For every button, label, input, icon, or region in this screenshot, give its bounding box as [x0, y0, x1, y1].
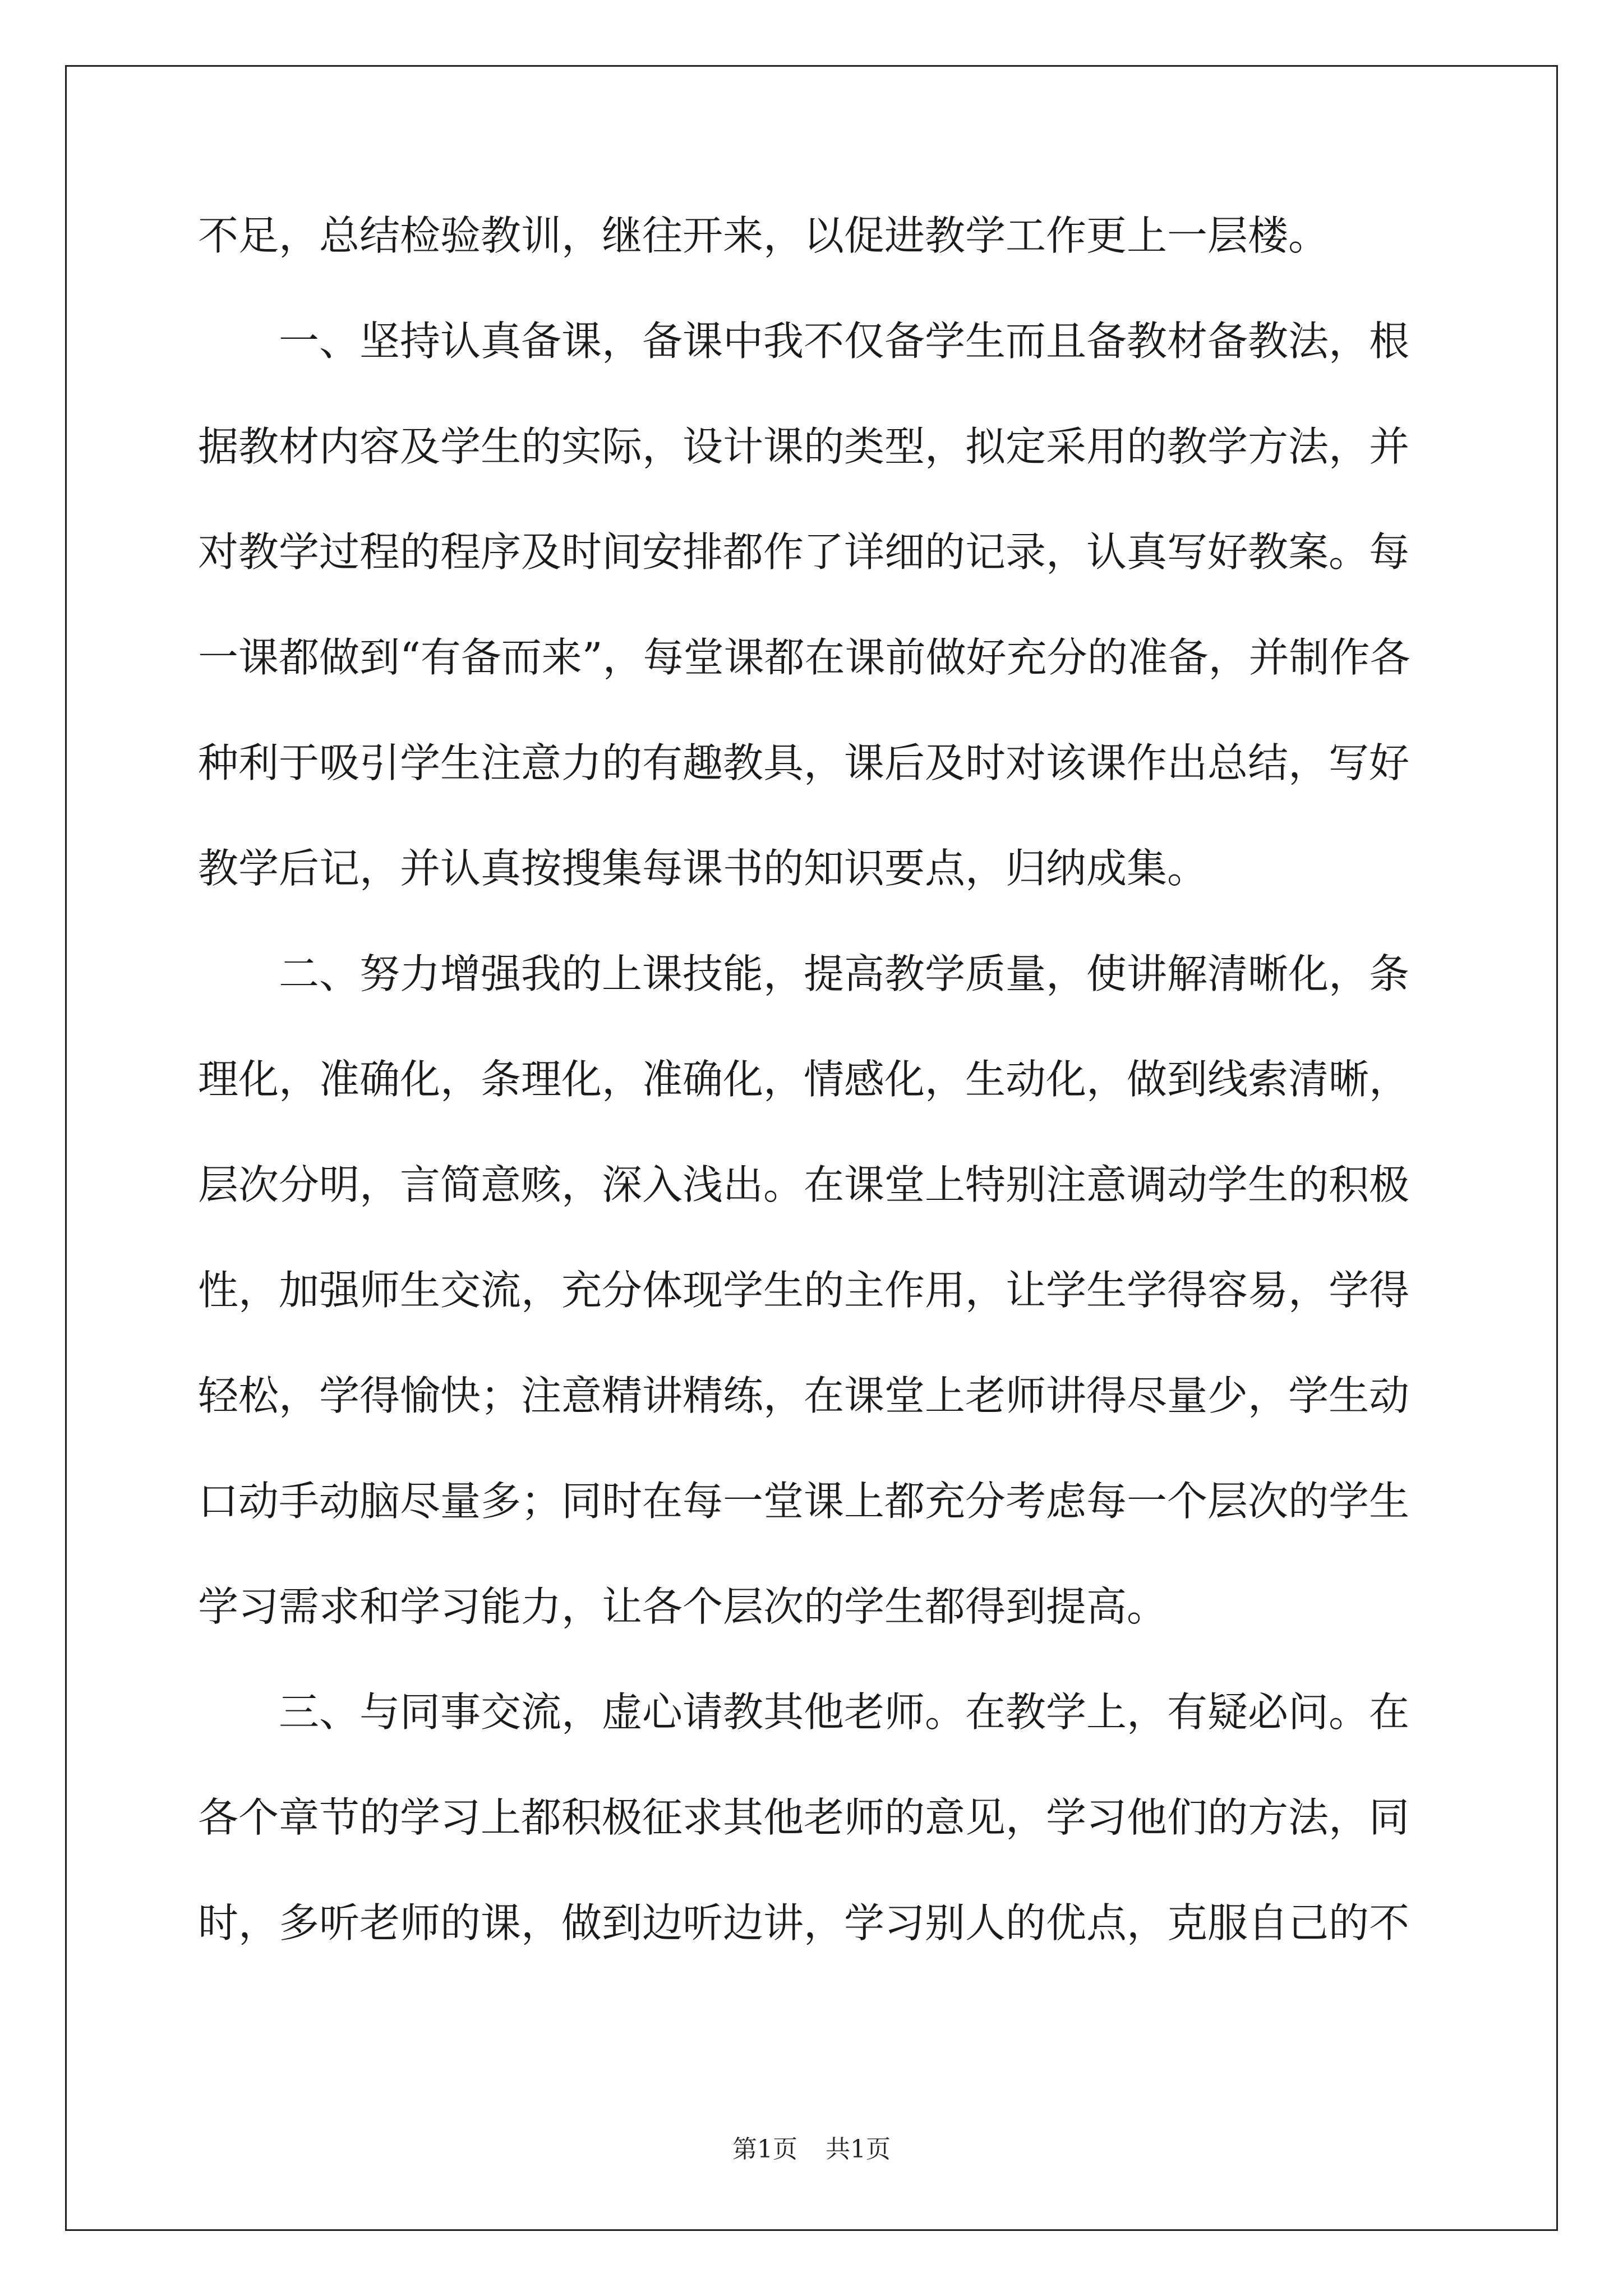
text-line: 据教材内容及学生的实际，设计课的类型，拟定采用的教学方法，并 [198, 423, 1410, 470]
page-number-current: 第1页 [732, 2135, 797, 2164]
text-line: 三、与同事交流，虚心请教其他老师。在教学上，有疑必问。在 [198, 1688, 1410, 1736]
text-line: 各个章节的学习上都积极征求其他老师的意见，学习他们的方法，同 [198, 1794, 1410, 1841]
page-footer [0, 2137, 1623, 2162]
document-body [198, 212, 1426, 2008]
text-line: 轻松，学得愉快；注意精讲精练，在课堂上老师讲得尽量少，学生动 [198, 1372, 1410, 1419]
text-line: 层次分明，言简意赅，深入浅出。在课堂上特别注意调动学生的积极 [198, 1161, 1410, 1208]
text-line: 口动手动脑尽量多；同时在每一堂课上都充分考虑每一个层次的学生 [198, 1478, 1410, 1525]
text-line: 教学后记，并认真按搜集每课书的知识要点，归纳成集。 [198, 845, 1208, 892]
text-line: 种利于吸引学生注意力的有趣教具，课后及时对该课作出总结，写好 [198, 739, 1410, 786]
text-line: 性，加强师生交流，充分体现学生的主作用，让学生学得容易，学得 [198, 1267, 1410, 1314]
text-line: 一、坚持认真备课，备课中我不仅备学生而且备教材备教法，根 [198, 318, 1410, 365]
text-line: 一课都做到“有备而来”，每堂课都在课前做好充分的准备，并制作各 [198, 634, 1410, 681]
text-line: 不足，总结检验教训，继往开来，以促进教学工作更上一层楼。 [198, 212, 1329, 259]
text-line: 学习需求和学习能力，让各个层次的学生都得到提高。 [198, 1583, 1168, 1630]
text-line: 时，多听老师的课，做到边听边讲，学习别人的优点，克服自己的不 [198, 1899, 1410, 1947]
text-line: 二、努力增强我的上课技能，提高教学质量，使讲解清晰化，条 [198, 950, 1410, 997]
text-line: 理化，准确化，条理化，准确化，情感化，生动化，做到线索清晰， [198, 1056, 1410, 1103]
page-number-total: 共1页 [826, 2135, 891, 2164]
text-line: 对教学过程的程序及时间安排都作了详细的记录，认真写好教案。每 [198, 528, 1410, 576]
